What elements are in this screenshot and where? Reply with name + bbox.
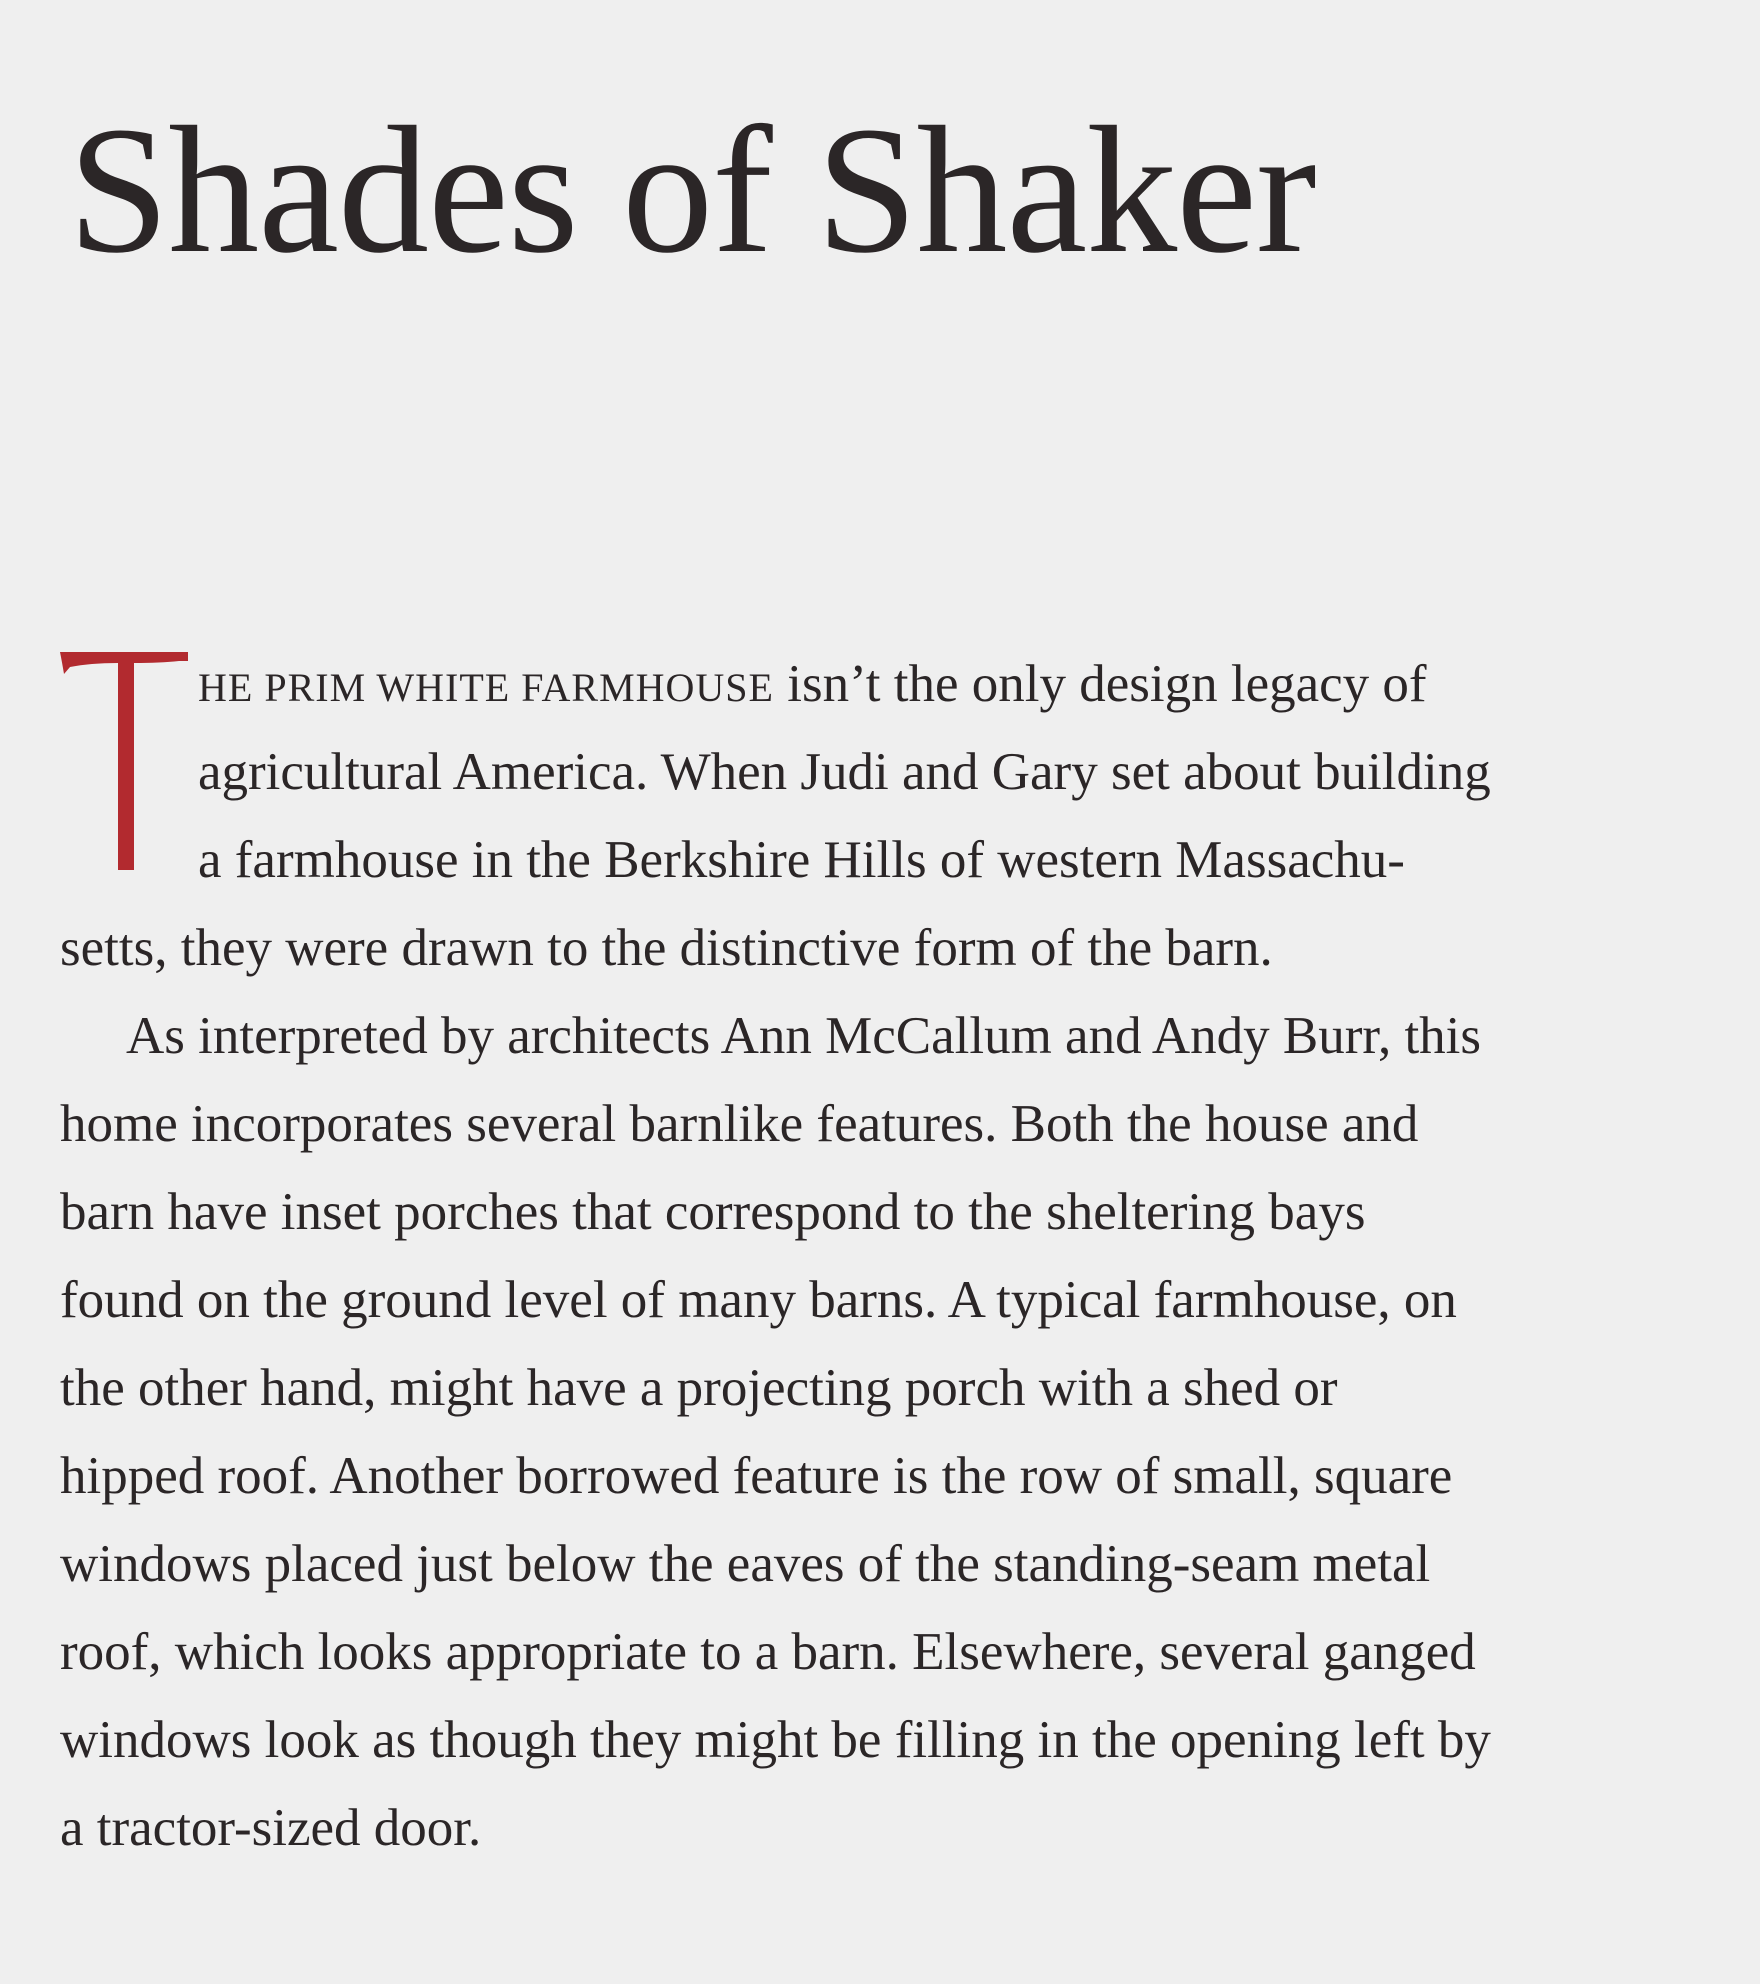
text-line: barn have inset porches that correspond to the sheltering bays [60, 1183, 1366, 1241]
text-line: windows look as though they might be filling in the opening left by [60, 1711, 1491, 1769]
text-line: hipped roof. Another borrowed feature is the row of small, square [60, 1447, 1453, 1505]
text-line: found on the ground level of many barns. A typical farmhouse, on [60, 1271, 1457, 1329]
article-body [60, 640, 1660, 1872]
article-title: Shades of Shaker [68, 90, 1316, 291]
lead-in-smallcaps: HE PRIM WHITE FARMHOUSE [198, 665, 774, 710]
text-line: a tractor-sized door. [60, 1799, 482, 1857]
text-line: roof, which looks appropriate to a barn. Elsewhere, several ganged [60, 1623, 1476, 1681]
text-line: the other hand, might have a projecting porch with a shed or [60, 1359, 1338, 1417]
text-line: home incorporates several barnlike features. Both the house and [60, 1095, 1419, 1153]
text-line-content: isn’t the only design legacy of [774, 655, 1427, 713]
text-line: setts, they were drawn to the distinctive form of the barn. [60, 919, 1273, 977]
text-line: agricultural America. When Judi and Gary set about building [198, 743, 1491, 801]
text-line [60, 640, 1660, 728]
text-line: As interpreted by architects Ann McCallum and Andy Burr, this [126, 1007, 1482, 1065]
text-line: windows placed just below the eaves of the standing-seam metal [60, 1535, 1431, 1593]
text-line: a farmhouse in the Berkshire Hills of western Massachu- [198, 831, 1405, 889]
